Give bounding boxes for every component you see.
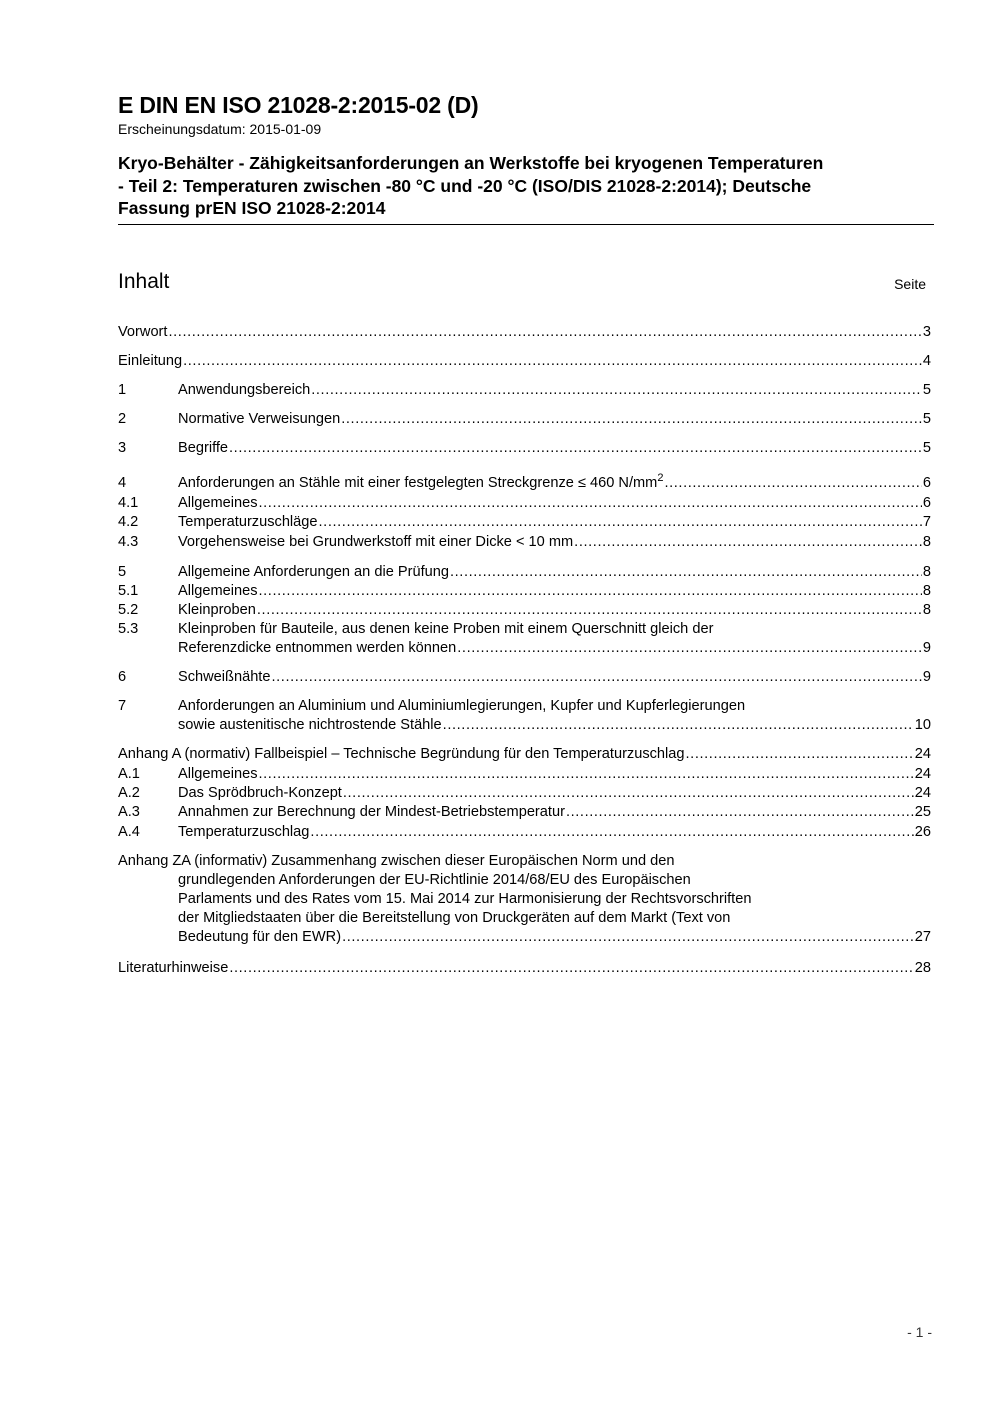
- toc-entry-text: Schweißnähte: [178, 669, 271, 685]
- toc-entry-page: 24: [914, 785, 931, 801]
- toc-entry-text-line: [178, 871, 931, 890]
- toc-entry-main-line: [178, 639, 931, 658]
- toc-entry-text: Bedeutung für den EWR): [178, 929, 342, 945]
- dot-leader: [341, 410, 922, 429]
- publication-date: Erscheinungsdatum: 2015-01-09: [118, 121, 322, 137]
- dot-leader: [229, 959, 913, 978]
- toc-entry-number: A.2: [118, 785, 140, 801]
- dot-leader: [664, 474, 921, 493]
- dot-leader: [259, 494, 922, 513]
- toc-entry-main-line: [178, 381, 931, 400]
- toc-entry-page: 3: [922, 324, 931, 340]
- dot-leader: [457, 639, 922, 658]
- toc-entry-page: 8: [922, 564, 931, 580]
- toc-entry-page: 4: [922, 353, 931, 369]
- dot-leader: [311, 381, 922, 400]
- toc-entry-text: Normative Verweisungen: [178, 411, 341, 427]
- toc-entry-number: 6: [118, 669, 127, 685]
- toc-entry-text: Kleinproben: [178, 602, 256, 618]
- dot-leader: [183, 352, 922, 371]
- toc-entry-number: A.4: [118, 824, 140, 840]
- title-line: - Teil 2: Temperaturen zwischen -80 °C und -20 °C (ISO/DIS 21028-2:2014); Deutsche: [118, 175, 812, 196]
- dot-leader: [319, 513, 922, 532]
- toc-entry-main-line: [118, 323, 931, 342]
- toc-entry-page: 5: [922, 440, 931, 456]
- toc-entry-page: 8: [922, 583, 931, 599]
- toc-entry-main-line: [118, 745, 931, 764]
- toc-entry-main-line: [118, 352, 931, 371]
- toc-entry-text-line: [118, 852, 931, 871]
- dot-leader: [229, 439, 922, 458]
- toc-entry-number: 3: [118, 440, 127, 456]
- toc-entry-main-line: [178, 582, 931, 601]
- toc-entry-number: 5.2: [118, 602, 139, 618]
- toc-entry-text: sowie austenitische nichtrostende Stähle: [178, 717, 442, 733]
- toc-entry-text: Anhang ZA (informativ) Zusammenhang zwischen dieser Europäischen Norm und den: [118, 853, 675, 869]
- toc-entry-page: 9: [922, 640, 931, 656]
- toc-entry-text: Referenzdicke entnommen werden können: [178, 640, 457, 656]
- toc-entry-main-line: [178, 823, 931, 842]
- dot-leader: [310, 823, 913, 842]
- toc-entry-text: Einleitung: [118, 353, 183, 369]
- toc-entry-main-line: [178, 533, 931, 552]
- dot-leader: [686, 745, 914, 764]
- toc-entry-text: grundlegenden Anforderungen der EU-Richtlinie 2014/68/EU des Europäischen: [178, 872, 691, 888]
- dot-leader: [168, 323, 921, 342]
- toc-entry-number: 1: [118, 382, 127, 398]
- title-line: Kryo-Behälter - Zähigkeitsanforderungen an Werkstoffe bei kryogenen Temperaturen: [118, 153, 824, 173]
- toc-entry-main-line: [178, 928, 931, 947]
- toc-entry-main-line: [178, 494, 931, 513]
- dot-leader: [574, 533, 922, 552]
- toc-entry-text-line: [178, 697, 931, 716]
- toc-entry-page: 7: [922, 514, 931, 530]
- toc-entry-main-line: [178, 716, 931, 735]
- toc-entry-main-line: [118, 959, 931, 978]
- toc-entry-page: 26: [914, 824, 931, 840]
- dot-leader: [259, 582, 922, 601]
- toc-entry-text: Literaturhinweise: [118, 960, 229, 976]
- toc-entry-page: 10: [914, 717, 931, 733]
- toc-entry-page: 24: [914, 766, 931, 782]
- toc-entry-text: Anforderungen an Stähle mit einer festgelegten Streckgrenze ≤ 460 $N/mm^2$: [178, 472, 664, 491]
- toc-entry-number: A.3: [118, 804, 140, 820]
- toc-entry-main-line: [178, 474, 931, 493]
- toc-entry-main-line: [178, 601, 931, 620]
- toc-entry-text: Annahmen zur Berechnung der Mindest-Betriebstemperatur: [178, 804, 565, 820]
- toc-entry-number: 5.3: [118, 621, 139, 637]
- toc-entry-number: 4.1: [118, 495, 139, 511]
- toc-entry-text: Anforderungen an Aluminium und Aluminiumlegierungen, Kupfer und Kupferlegierungen: [178, 698, 746, 714]
- toc-entry-page: 27: [914, 929, 931, 945]
- toc-entry-text: Allgemeine Anforderungen an die Prüfung: [178, 564, 449, 580]
- toc-entry-number: 5.1: [118, 583, 139, 599]
- toc-entry-number: 4.3: [118, 534, 139, 550]
- toc-title: Inhalt: [118, 270, 170, 293]
- toc-entry-text: Anhang A (normativ) Fallbeispiel – Technische Begründung für den Temperaturzuschlag: [118, 746, 685, 762]
- dot-leader: [443, 716, 914, 735]
- superscript: 2: [657, 472, 664, 484]
- dot-leader: [257, 601, 922, 620]
- toc-entry-page: 24: [914, 746, 931, 762]
- toc-entry-text: Vorwort: [118, 324, 168, 340]
- toc-entry-text-line: [178, 890, 931, 909]
- dot-leader: [259, 765, 914, 784]
- toc-entry-page: 6: [922, 495, 931, 511]
- toc-entry-page: 9: [922, 669, 931, 685]
- toc-entry-text: Kleinproben für Bauteile, aus denen keine Proben mit einem Querschnitt gleich der: [178, 621, 714, 637]
- toc-entry-text: Allgemeines: [178, 495, 258, 511]
- toc-entry-page: 6: [922, 475, 931, 491]
- toc-entry-text: Das Sprödbruch-Konzept: [178, 785, 342, 801]
- dot-leader: [450, 563, 922, 582]
- toc-entry-main-line: [178, 765, 931, 784]
- document-header: [118, 91, 934, 225]
- toc-entry-text: Parlaments und des Rates vom 15. Mai 2014 zur Harmonisierung der Rechtsvorschriften: [178, 891, 752, 907]
- toc-entry-page: 25: [914, 804, 931, 820]
- dot-leader: [342, 928, 914, 947]
- dot-leader: [271, 668, 921, 687]
- toc-entry-text: Temperaturzuschlag: [178, 824, 310, 840]
- toc-entry-page: 5: [922, 382, 931, 398]
- toc-entry-main-line: [178, 784, 931, 803]
- toc-entry-number: 2: [118, 411, 127, 427]
- toc-header: [118, 268, 926, 298]
- toc-entry-text: der Mitgliedstaaten über die Bereitstellung von Druckgeräten auf dem Markt (Text von: [178, 910, 731, 926]
- toc-entry-number: A.1: [118, 766, 140, 782]
- toc-entry-number: 5: [118, 564, 127, 580]
- toc-page-label: Seite: [894, 276, 926, 292]
- toc-entry-number: 4: [118, 475, 127, 491]
- toc-entry-page: 8: [922, 534, 931, 550]
- document-title: [118, 152, 934, 225]
- document-code: E DIN EN ISO 21028-2:2015-02 (D): [118, 92, 479, 118]
- toc-entry-text: Allgemeines: [178, 583, 258, 599]
- toc-entry-main-line: [178, 410, 931, 429]
- toc-entry-text: Anwendungsbereich: [178, 382, 311, 398]
- toc-entry-main-line: [178, 803, 931, 822]
- toc-entry-text: Begriffe: [178, 440, 229, 456]
- toc-entry-main-line: [178, 439, 931, 458]
- toc-entry-page: 28: [914, 960, 931, 976]
- toc-entry-main-line: [178, 563, 931, 582]
- toc-entry-text-line: [178, 620, 931, 639]
- toc-entry-text: Vorgehensweise bei Grundwerkstoff mit einer Dicke < 10 mm: [178, 534, 574, 550]
- toc-entry-page: 5: [922, 411, 931, 427]
- dot-leader: [566, 803, 914, 822]
- toc-entry-number: 7: [118, 698, 127, 714]
- toc-entry-main-line: [178, 513, 931, 532]
- toc-entry-number: 4.2: [118, 514, 139, 530]
- toc-entry-page: 8: [922, 602, 931, 618]
- toc-entry-text: Temperaturzuschläge: [178, 514, 318, 530]
- toc-entry-text: Allgemeines: [178, 766, 258, 782]
- dot-leader: [343, 784, 914, 803]
- title-line: Fassung prEN ISO 21028-2:2014: [118, 198, 386, 218]
- page-number: - 1 -: [907, 1324, 932, 1340]
- toc-entry-text-line: [178, 909, 931, 928]
- toc-entry-main-line: [178, 668, 931, 687]
